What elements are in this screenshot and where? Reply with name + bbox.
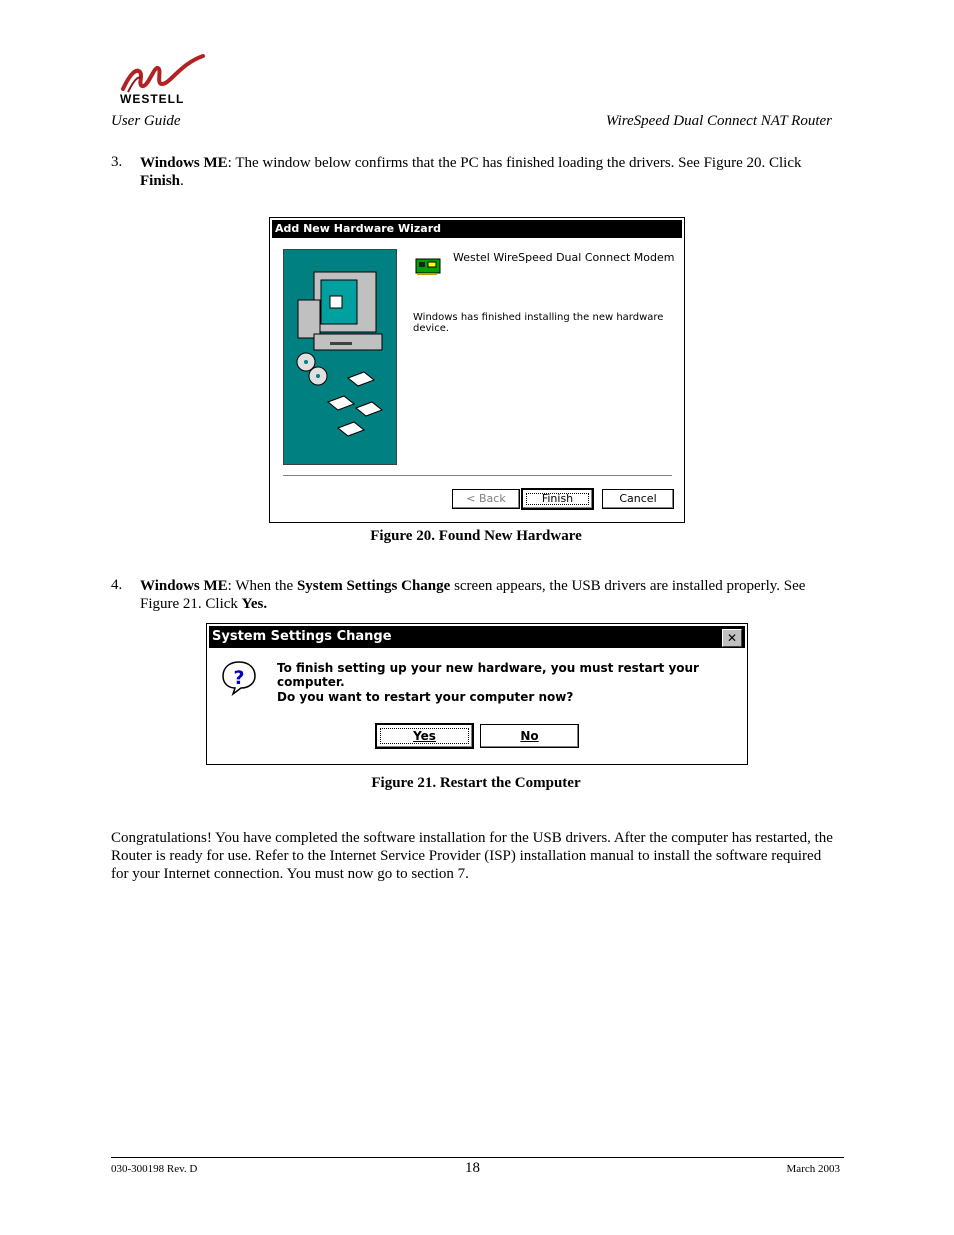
step4-bold2: System Settings Change [296, 578, 451, 594]
step3-text2: . [180, 173, 184, 189]
westell-logo-mark [118, 54, 208, 94]
add-hardware-wizard-window [269, 217, 685, 523]
footer-rule [111, 1157, 844, 1158]
wizard-device-name: Westel WireSpeed Dual Connect Modem [453, 251, 675, 264]
yes-button-label: Yes [413, 729, 436, 743]
wizard-illustration [283, 249, 397, 465]
settings-title: System Settings Change [212, 629, 392, 644]
step3-bold1: Windows ME [140, 155, 228, 171]
settings-line2: Do you want to restart your computer now? [277, 690, 574, 704]
step3-text [140, 154, 840, 190]
step4-text2: screen appears, the USB drivers are installed properly. See Figure 21. Click [140, 578, 806, 612]
figure21-caption: Figure 21. Restart the Computer [371, 775, 581, 791]
computer-illustration-icon [284, 250, 396, 464]
yes-button-focus [380, 728, 469, 744]
footer-page-number: 18 [465, 1160, 480, 1176]
wizard-message: Windows has finished installing the new hardware device. [413, 312, 664, 334]
finish-button-label: Finish [541, 492, 574, 505]
system-settings-change-window [206, 623, 748, 765]
cancel-button-label: Cancel [619, 492, 657, 505]
cancel-button[interactable] [602, 489, 674, 509]
svg-text:?: ? [233, 667, 245, 689]
back-button-label: < Back [466, 492, 506, 505]
settings-line1: To finish setting up your new hardware, you must restart your computer. [277, 661, 699, 689]
finish-button[interactable] [522, 489, 593, 509]
back-button[interactable] [452, 489, 520, 509]
step4-text1: : When the [227, 578, 297, 594]
close-button[interactable] [722, 629, 742, 647]
step4-bold1: Windows ME [140, 578, 228, 594]
yes-button[interactable] [376, 724, 473, 748]
congratulations-paragraph: Congratulations! You have completed the software installation for the USB drivers. After the computer has restarted, the Router is ready for use. Refer to the Internet Service Provider (ISP) installation manual to install the software required for your Internet connection. You must now go to section 7. [111, 830, 833, 882]
step4-number: 4. [111, 577, 123, 593]
header-left: User Guide [111, 113, 181, 129]
step3-bold2: Finish [140, 173, 181, 189]
figure20-caption: Figure 20. Found New Hardware [370, 528, 582, 544]
step4-bold3: Yes. [241, 596, 268, 612]
footer-doc-number: 030-300198 Rev. D [111, 1163, 198, 1175]
step4-text [140, 577, 845, 613]
westell-logo [118, 54, 208, 106]
step3-text1: : The window below confirms that the PC has finished loading the drivers. See Figure 20. Click [227, 155, 802, 171]
close-icon: ✕ [726, 631, 738, 645]
step3-number: 3. [111, 154, 123, 170]
westell-logo-text: WESTELL [120, 92, 185, 106]
wizard-separator [283, 475, 672, 477]
header-right: WireSpeed Dual Connect NAT Router [605, 113, 832, 129]
finish-button-focus [526, 493, 589, 505]
question-icon [221, 660, 257, 696]
no-button[interactable] [480, 724, 579, 748]
wizard-title: Add New Hardware Wizard [275, 222, 442, 235]
no-button-label: No [520, 729, 539, 743]
wizard-titlebar [272, 220, 682, 238]
footer-date: March 2003 [786, 1163, 840, 1175]
settings-titlebar [209, 626, 745, 648]
network-card-icon [415, 258, 441, 276]
